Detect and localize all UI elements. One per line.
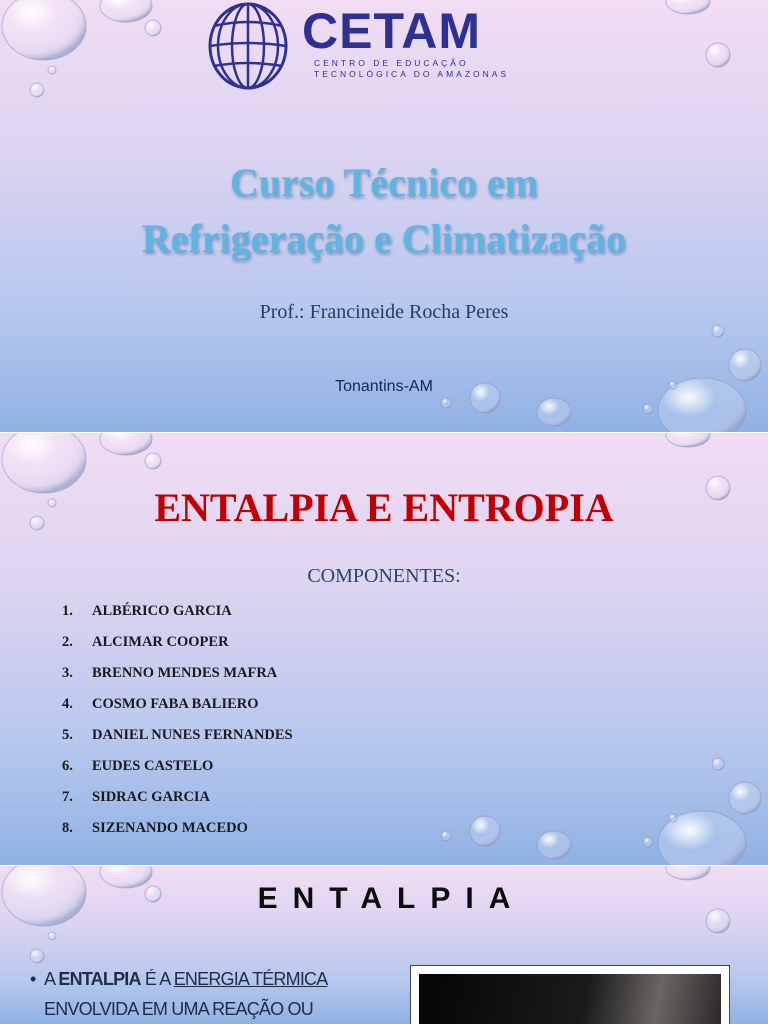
globe-icon: [206, 0, 290, 92]
topic-title: ENTALPIA E ENTROPIA: [154, 485, 614, 530]
section-title: ENTALPIA: [257, 882, 526, 915]
logo-wordmark: CETAM: [302, 3, 482, 59]
photo: [419, 974, 721, 1024]
course-title-line1: Curso Técnico em: [229, 160, 539, 205]
member-name: DANIEL NUNES FERNANDES: [92, 727, 293, 743]
list-number: 5.: [62, 727, 73, 743]
logo-subtitle-line1: CENTRO DE EDUCAÇÃO: [314, 58, 469, 68]
list-number: 6.: [62, 758, 73, 774]
text-underlined: ENERGIA TÉRMICA: [173, 969, 328, 989]
bullet-icon: •: [30, 969, 36, 989]
text-run: É A: [140, 969, 174, 989]
list-number: 1.: [62, 603, 73, 619]
text-term: ENTALPIA: [58, 969, 141, 989]
slide-members: [0, 433, 768, 865]
list-number: 2.: [62, 634, 73, 650]
member-name: COSMO FABA BALIERO: [92, 696, 259, 712]
slide-entalpia: [0, 866, 768, 1024]
cetam-logo: [206, 0, 526, 96]
members-heading: COMPONENTES:: [307, 565, 461, 587]
list-item: [62, 690, 293, 721]
list-item: [62, 628, 293, 659]
list-number: 4.: [62, 696, 73, 712]
member-name: SIDRAC GARCIA: [92, 789, 211, 805]
member-name: SIZENANDO MACEDO: [92, 820, 248, 836]
list-item: [62, 783, 293, 814]
list-number: 7.: [62, 789, 73, 805]
member-name: EUDES CASTELO: [92, 758, 214, 774]
list-item: [62, 721, 293, 752]
member-name: ALBÉRICO GARCIA: [92, 603, 232, 619]
course-title-line2: Refrigeração e Climatização: [141, 216, 627, 261]
professor-name: Prof.: Francineide Rocha Peres: [259, 301, 509, 323]
list-item: [62, 752, 293, 783]
photo-frame: [410, 965, 730, 1024]
list-number: 8.: [62, 820, 73, 836]
location: Tonantins-AM: [335, 378, 433, 395]
text-run: A: [44, 969, 59, 989]
logo-subtitle-line2: TECNOLÓGICA DO AMAZONAS: [314, 69, 510, 79]
slide-title: [0, 0, 768, 432]
member-name: BRENNO MENDES MAFRA: [92, 665, 278, 681]
members-list: [62, 597, 293, 845]
member-name: ALCIMAR COOPER: [92, 634, 229, 650]
list-item: [62, 597, 293, 628]
list-number: 3.: [62, 665, 73, 681]
body-text: [30, 964, 384, 1024]
list-item: [62, 659, 293, 690]
list-item: [62, 814, 293, 845]
text-line: ENVOLVIDA EM UMA REAÇÃO OU: [44, 999, 313, 1019]
